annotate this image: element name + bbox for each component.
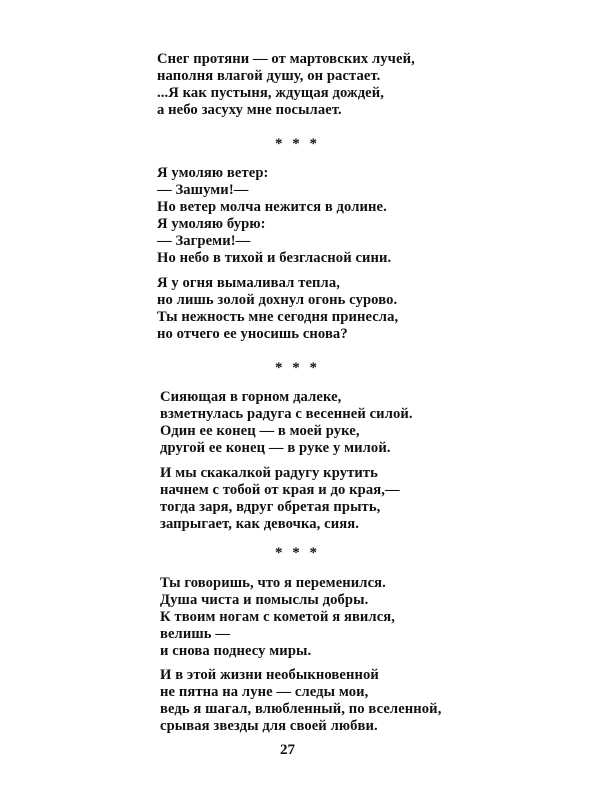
poem-line: Но ветер молча нежится в долине.: [157, 199, 387, 215]
poem-line: начнем с тобой от края и до края,—: [160, 482, 400, 498]
poem-line: Я умоляю ветер:: [157, 165, 269, 181]
poem-line: другой ее конец — в руке у милой.: [160, 440, 391, 456]
section-separator: * * *: [275, 545, 320, 561]
poem-line: и снова поднесу миры.: [160, 643, 312, 659]
poem-line: не пятна на луне — следы мои,: [160, 684, 369, 700]
poem-line: Ты говоришь, что я переменился.: [160, 575, 386, 591]
poem-line: тогда заря, вдруг обретая прыть,: [160, 499, 381, 515]
poem-line: Один ее конец — в моей руке,: [160, 423, 360, 439]
poem-line: а небо засуху мне посылает.: [157, 102, 342, 118]
poem-line: Ты нежность мне сегодня принесла,: [157, 309, 399, 325]
poem-line: К твоим ногам с кометой я явился,: [160, 609, 396, 625]
poem-line: но лишь золой дохнул огонь сурово.: [157, 292, 398, 308]
poem-line: наполня влагой душу, он растает.: [157, 68, 381, 84]
poem-line: И мы скакалкой радугу крутить: [160, 465, 378, 481]
poem-line: взметнулась радуга с весенней силой.: [160, 406, 413, 422]
poem-line: Но небо в тихой и безгласной сини.: [157, 250, 392, 266]
poem-line: ведь я шагал, влюбленный, по вселенной,: [160, 701, 442, 717]
poem-line: ...Я как пустыня, ждущая дождей,: [157, 85, 385, 101]
poem-line: срывая звезды для своей любви.: [160, 718, 378, 734]
poem-line: Я умоляю бурю:: [157, 216, 266, 232]
poem-line: но отчего ее уносишь снова?: [157, 326, 348, 342]
poem-line: запрыгает, как девочка, сияя.: [160, 516, 359, 532]
poem-line: Сияющая в горном далеке,: [160, 389, 342, 405]
poem-line: — Зашуми!—: [157, 182, 249, 198]
poem-line: — Загреми!—: [157, 233, 251, 249]
poem-line: велишь —: [160, 626, 231, 642]
poem-line: Снег протяни — от мартовских лучей,: [157, 51, 415, 67]
poem-line: Я у огня вымаливал тепла,: [157, 275, 340, 291]
section-separator: * * *: [275, 360, 320, 376]
section-separator: * * *: [275, 136, 320, 152]
page-number: 27: [280, 742, 295, 758]
poem-line: Душа чиста и помыслы добры.: [160, 592, 369, 608]
poem-line: И в этой жизни необыкновенной: [160, 667, 379, 683]
